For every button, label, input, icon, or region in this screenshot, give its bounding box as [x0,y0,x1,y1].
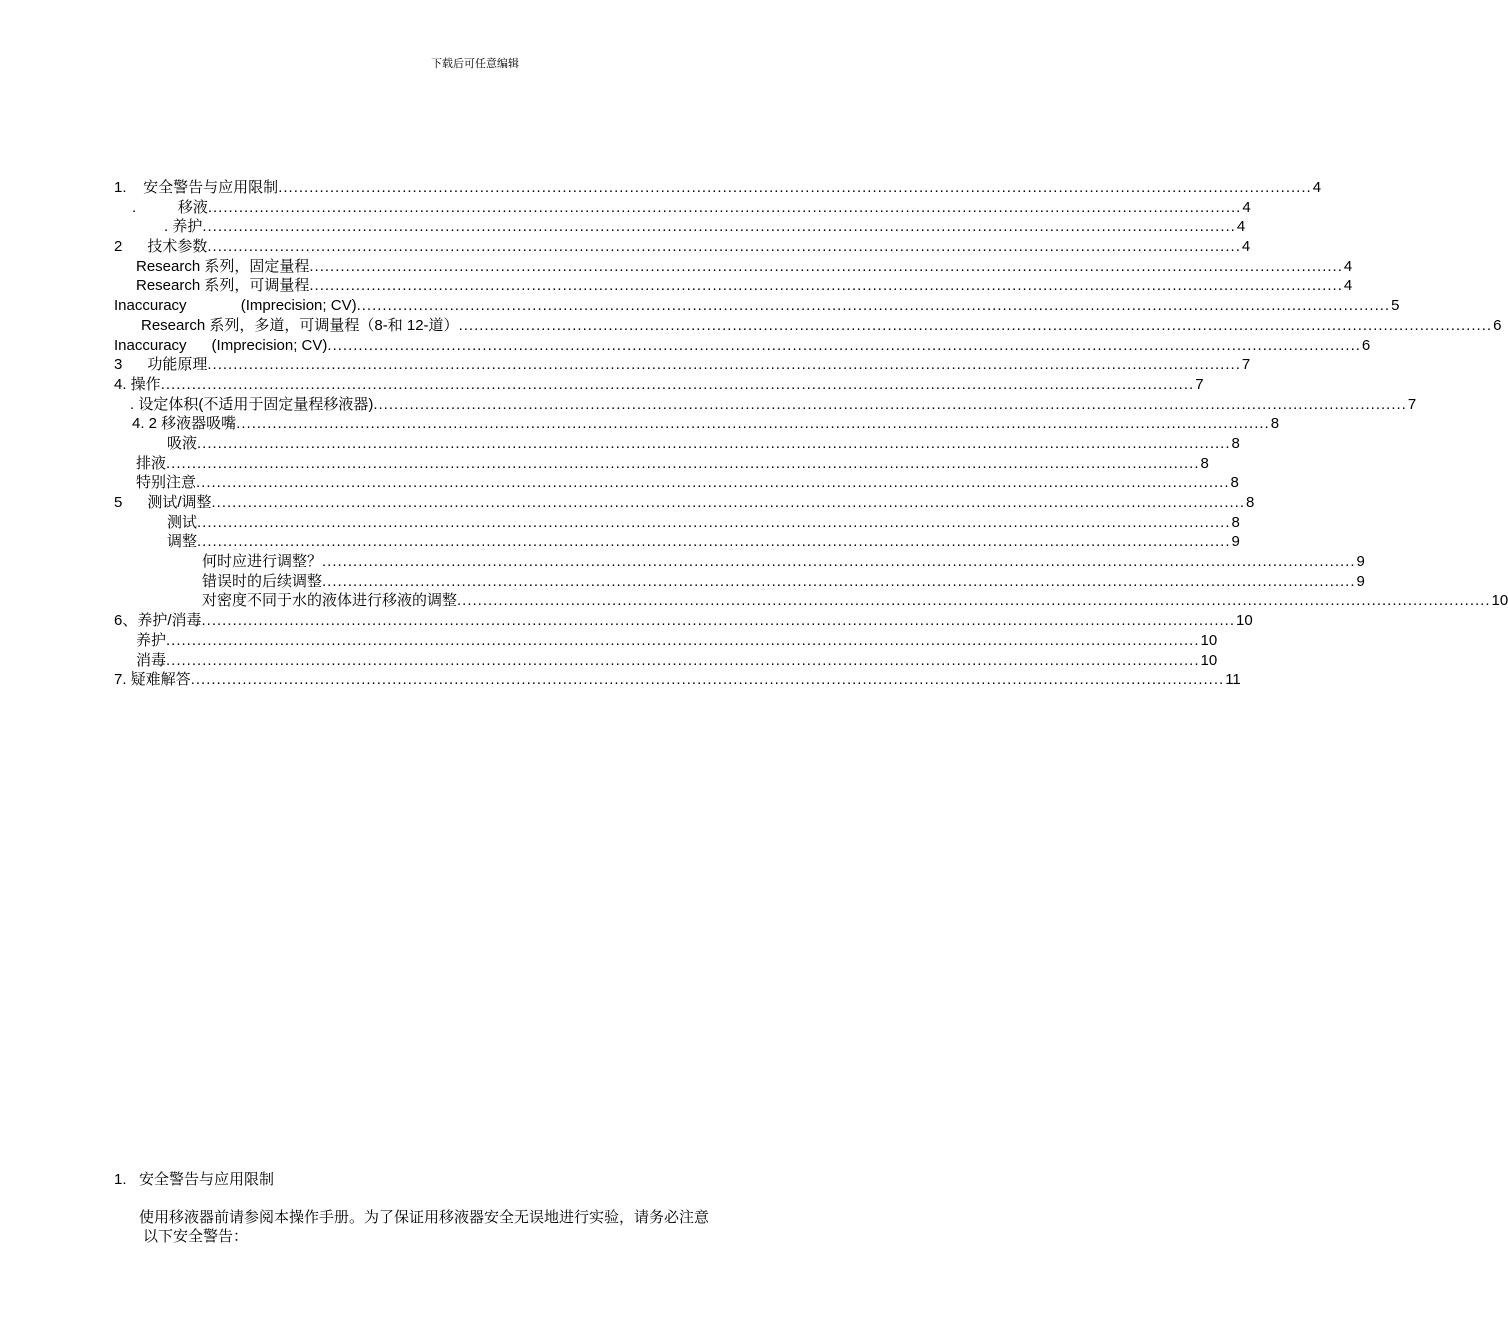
toc-dot-leader: ........................................................................................................................................................................................................ [373,395,1407,413]
toc-entry[interactable] [114,296,1400,316]
section-heading: 1. 安全警告与应用限制 [114,1171,275,1188]
toc-entry-page-number: 9 [1356,553,1365,571]
toc-entry-page-number: 11 [1225,671,1241,689]
toc-entry[interactable] [114,178,1322,198]
toc-entry[interactable] [114,198,1251,218]
toc-entry-page-number: 10 [1200,651,1218,669]
toc-entry[interactable] [114,316,1502,336]
toc-entry-page-number: 10 [1491,592,1508,610]
page-header: 下载后可任意编辑 [431,58,519,70]
toc-entry-label: Research 系列，可调量程 [136,277,310,295]
toc-entry[interactable] [114,336,1371,356]
toc-entry-page-number: 9 [1356,572,1365,590]
toc-entry-page-number: 7 [1407,395,1417,413]
intro-paragraph [139,1208,819,1246]
toc-entry-page-number: 8 [1270,415,1280,433]
toc-entry-label: 4. 操作 [114,375,161,393]
toc-entry-label: 错误时的后续调整 [202,572,323,590]
toc-dot-leader: ........................................................................................................................................................................................................ [309,257,1343,275]
toc-entry-label: 特别注意 [136,474,197,492]
toc-entry-label: 调整 [167,533,198,551]
toc-dot-leader: ........................................................................................................................................................................................................ [197,533,1231,551]
toc-dot-leader: ........................................................................................................................................................................................................ [166,454,1200,472]
toc-dot-leader: ........................................................................................................................................................................................................ [327,336,1361,354]
toc-entry-label: 2 技术参数 [114,238,208,256]
toc-entry-label: Research 系列，固定量程 [136,257,310,275]
toc-dot-leader: ........................................................................................................................................................................................................ [190,671,1225,689]
toc-entry-page-number: 6 [1361,336,1371,354]
toc-dot-leader: ........................................................................................................................................................................................................ [166,651,1200,669]
toc-entry[interactable] [114,355,1251,375]
toc-dot-leader: ........................................................................................................................................................................................................ [356,297,1391,315]
toc-dot-leader: ........................................................................................................................................................................................................ [197,513,1231,531]
toc-entry-label: . 养护 [164,218,203,236]
toc-entry-page-number: 8 [1231,434,1240,452]
intro-paragraph-line-1: 使用移液器前请参阅本操作手册。为了保证用移液器安全无误地进行实验，请务必注意 [139,1209,710,1226]
toc-entry-page-number: 8 [1230,474,1239,492]
toc-entry[interactable] [114,395,1417,415]
toc-entry-label: Inaccuracy (Imprecision; CV) [114,336,328,354]
toc-entry[interactable] [114,454,1209,474]
toc-entry-label: . 移液 [132,198,208,216]
toc-entry[interactable] [114,631,1218,651]
toc-entry-page-number: 8 [1231,513,1240,531]
toc-entry-page-number: 8 [1246,494,1255,511]
toc-entry-label: 测试 [167,513,198,531]
toc-entry-page-number: 9 [1231,533,1240,551]
toc-dot-leader: ........................................................................................................................................................................................................ [207,238,1241,256]
toc-dot-leader: ........................................................................................................................................................................................................ [201,612,1236,630]
toc-entry[interactable] [114,532,1240,552]
toc-entry[interactable] [114,237,1251,257]
toc-entry-page-number: 4 [1343,277,1353,295]
toc-entry[interactable] [114,572,1365,592]
toc-entry-label: 吸液 [167,434,198,452]
toc-entry-label: 排液 [136,454,167,472]
toc-entry-page-number: 6 [1493,316,1502,334]
toc-entry-page-number: 5 [1391,297,1400,315]
toc-entry-page-number: 4 [1312,179,1322,196]
toc-dot-leader: ........................................................................................................................................................................................................ [196,474,1230,492]
toc-entry-page-number: 7 [1241,356,1251,374]
toc-entry-page-number: 8 [1200,454,1209,472]
toc-entry-label: 对密度不同于水的液体进行移液的调整 [202,592,458,610]
toc-entry[interactable] [114,493,1255,513]
toc-entry-label: 3 功能原理 [114,356,208,374]
toc-entry-label: 5 测试/调整 [114,494,212,511]
toc-dot-leader: ........................................................................................................................................................................................................ [236,415,1270,433]
toc-dot-leader: ........................................................................................................................................................................................................ [457,592,1491,610]
toc-dot-leader: ........................................................................................................................................................................................................ [207,198,1242,216]
toc-dot-leader: ........................................................................................................................................................................................................ [160,375,1195,393]
toc-entry[interactable] [114,552,1365,572]
toc-entry-page-number: 4 [1241,238,1251,256]
toc-dot-leader: ........................................................................................................................................................................................................ [197,434,1231,452]
toc-dot-leader: ........................................................................................................................................................................................................ [211,494,1246,511]
toc-entry-label: . 设定体积(不适用于固定量程移液器) [130,395,374,413]
toc-entry-label: 6、养护/消毒 [114,612,202,630]
toc-dot-leader: ........................................................................................................................................................................................................ [322,553,1356,571]
toc-entry-label: Research 系列，多道，可调量程（8-和 12-道） [141,316,459,334]
toc-entry-page-number: 4 [1236,218,1246,236]
table-of-contents [114,178,1508,690]
toc-entry-label: 7. 疑难解答 [114,671,191,689]
toc-entry-page-number: 10 [1236,612,1253,630]
toc-entry[interactable] [114,611,1253,631]
toc-dot-leader: ........................................................................................................................................................................................................ [322,572,1356,590]
toc-entry[interactable] [114,434,1240,454]
toc-entry[interactable] [114,513,1240,533]
toc-entry[interactable] [114,473,1239,493]
toc-entry-page-number: 4 [1343,257,1353,275]
toc-entry-page-number: 7 [1195,375,1204,393]
toc-dot-leader: ........................................................................................................................................................................................................ [309,277,1343,295]
toc-entry-label: 4. 2 移液器吸嘴 [132,415,237,433]
toc-entry[interactable] [114,217,1246,237]
toc-entry-page-number: 10 [1200,631,1218,649]
toc-entry[interactable] [114,375,1204,395]
toc-entry-label: 何时应进行调整？ [202,553,323,571]
toc-dot-leader: ........................................................................................................................................................................................................ [207,356,1241,374]
toc-entry-page-number: 4 [1242,198,1251,216]
toc-entry[interactable] [114,651,1218,671]
toc-dot-leader: ........................................................................................................................................................................................................ [202,218,1236,236]
toc-entry[interactable] [114,591,1508,611]
intro-paragraph-line-2: 以下安全警告： [143,1228,249,1245]
toc-entry[interactable] [114,276,1353,296]
toc-entry-label: 消毒 [136,651,167,669]
toc-entry[interactable] [114,670,1241,690]
toc-dot-leader: ........................................................................................................................................................................................................ [166,631,1200,649]
toc-dot-leader: ........................................................................................................................................................................................................ [458,316,1493,334]
toc-entry-label: 1. 安全警告与应用限制 [114,179,279,196]
toc-entry-label: 养护 [136,631,167,649]
toc-entry[interactable] [114,414,1280,434]
toc-entry[interactable] [114,257,1353,277]
toc-entry-label: Inaccuracy (Imprecision; CV) [114,297,357,315]
toc-dot-leader: ........................................................................................................................................................................................................ [278,179,1312,196]
